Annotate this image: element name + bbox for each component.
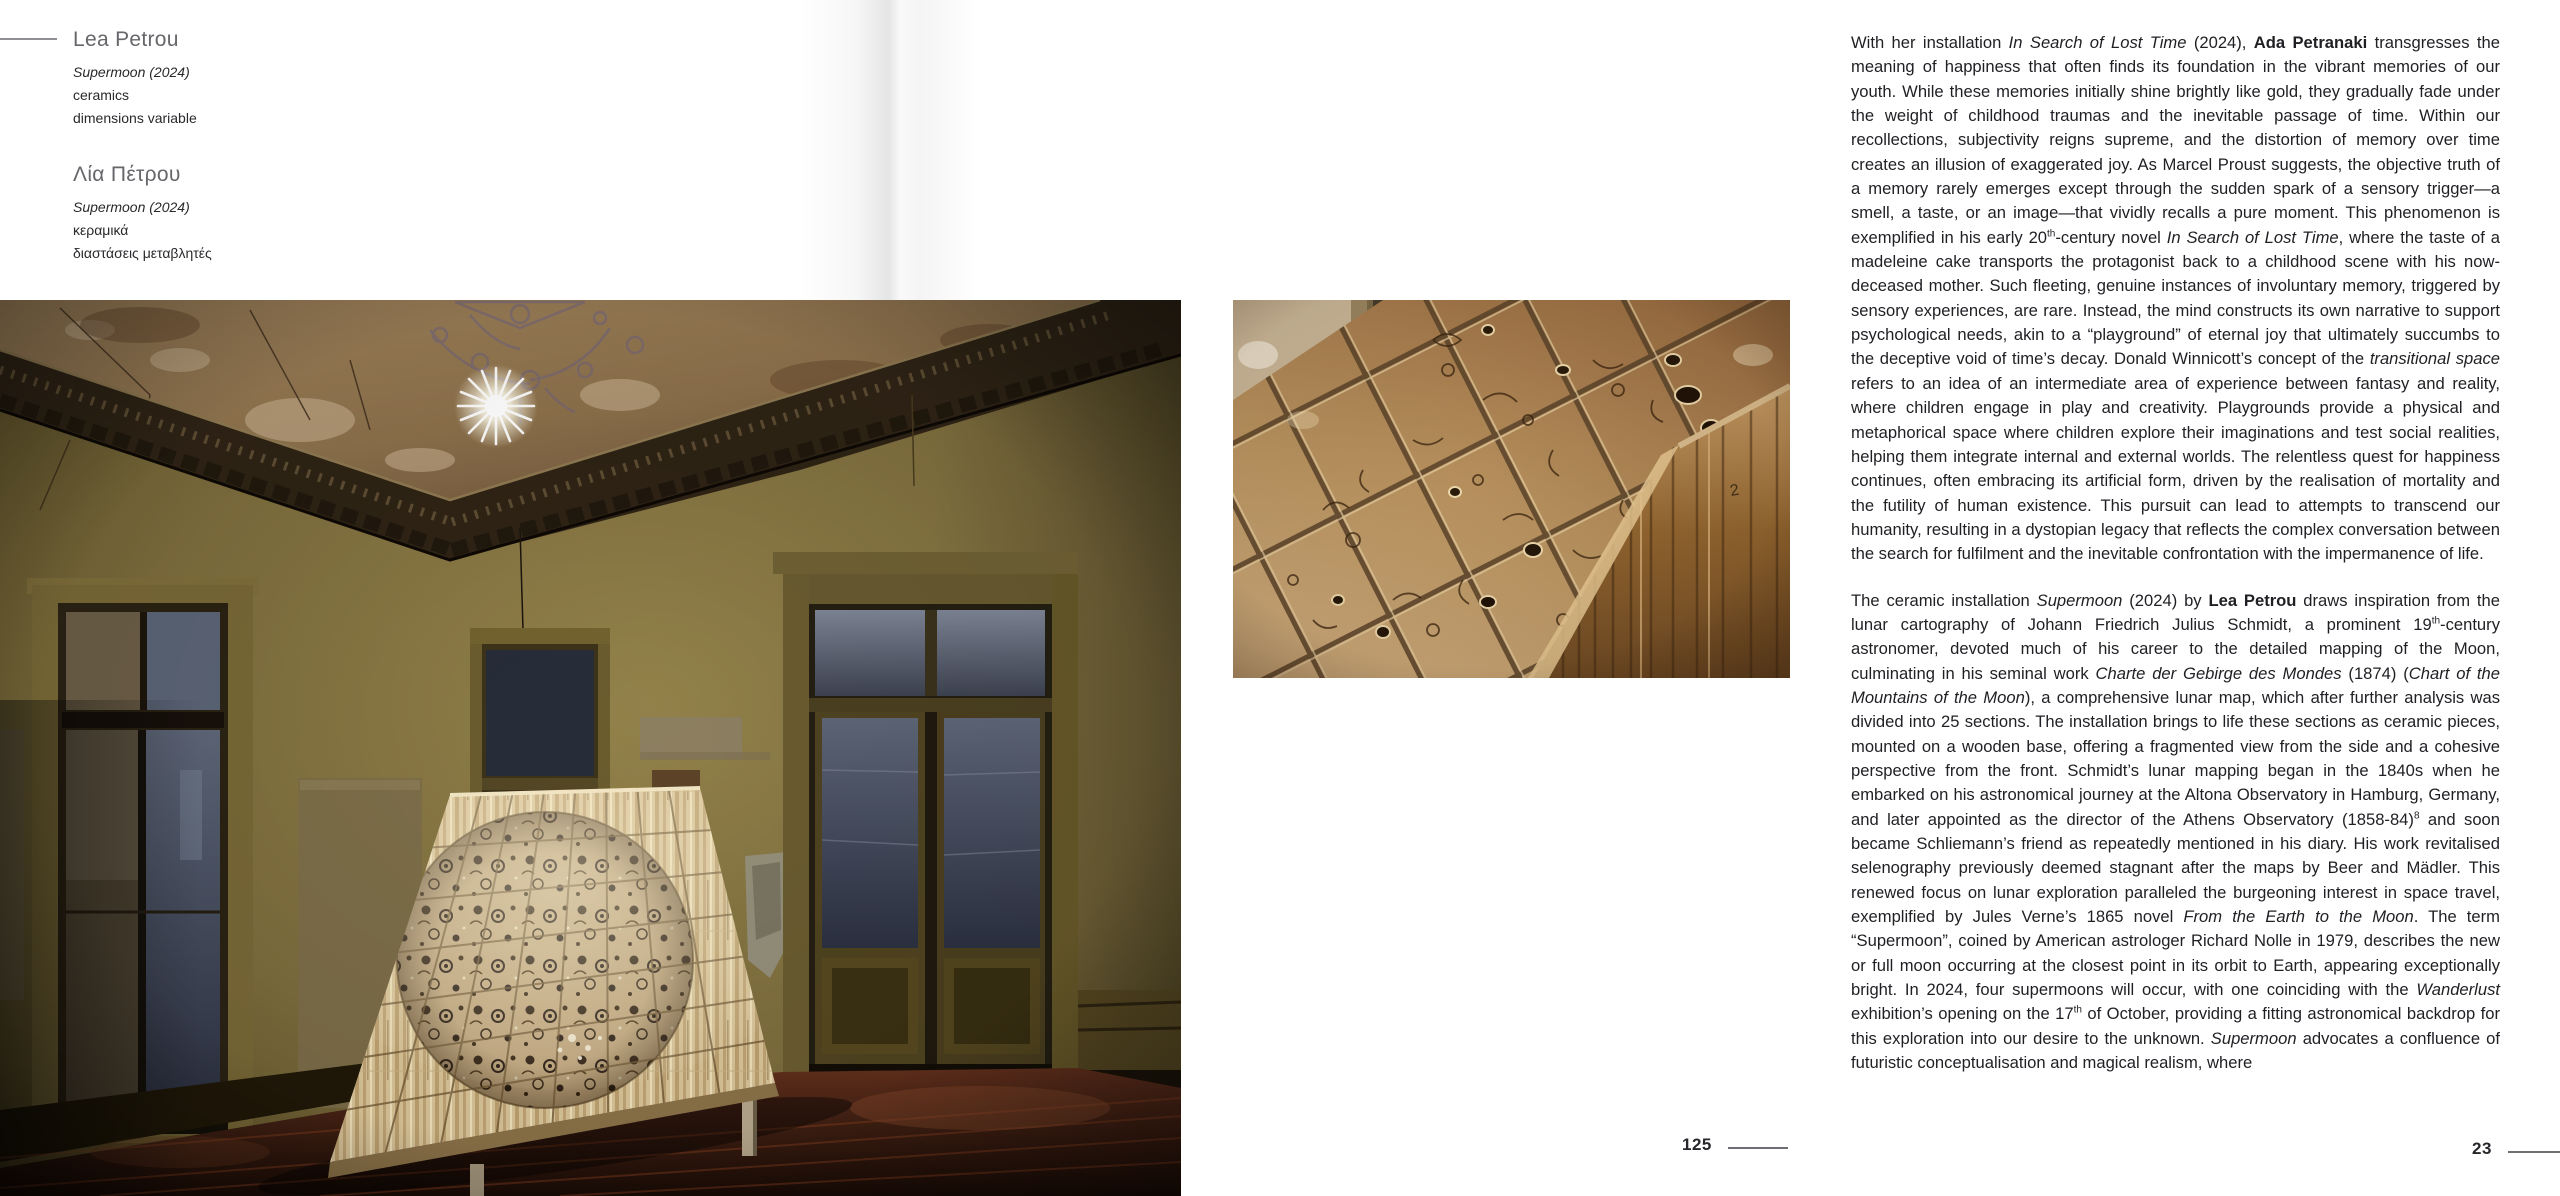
page-number-right-rule bbox=[2508, 1151, 2560, 1153]
medium-gr: κεραμικά bbox=[73, 222, 129, 238]
work-title-en: Supermoon (2024) bbox=[73, 64, 190, 80]
artist-name-gr: Λία Πέτρου bbox=[73, 163, 181, 186]
artist-name-en: Lea Petrou bbox=[73, 28, 179, 51]
essay-paragraph-1: With her installation In Search of Lost Time (2024), Ada Petranaki transgresses the meaning of happiness that often finds its foundation in the vibrant memories of our youth. While these memories initially shine brightly like gold, they gradually fade under the weight of childhood traumas and the inevitable passage of time. Within our recollections, subjectivity reigns supreme, and the distortion of memory over time creates an illusion of exaggerated joy. As Marcel Proust suggests, the objective truth of a memory rarely emerges except through the sudden spark of a sensory trigger—a smell, a taste, or an image—that vividly recalls a pure moment. This phenomenon is exemplified in his early 20th-century novel In Search of Lost Time, where the taste of a madeleine cake transports the protagonist back to a childhood scene with his now-deceased mother. Such fleeting, genuine instances of involuntary memory, triggered by sensory experiences, are rare. Instead, the mind constructs its own narrative to support psychological needs, akin to a “playground” of eternal joy that ultimately succumbs to the deceptive void of time’s decay. Donald Winnicott’s concept of the transitional space refers to an idea of an intermediate area of experience between fantasy and reality, where children engage in play and creativity. Playgrounds provide a physical and metaphorical space where children explore their imaginations and test social realities, helping them integrate internal and external worlds. The relentless quest for happiness continues, often embracing its artificial form, driven by the realisation of mortality and the futility of human existence. This pursuit can lead to attempts to transcend our humanity, resulting in a dystopian legacy that reflects the complex conversation between the search for fulfilment and the inevitable confrontation with the impermanence of life. bbox=[1851, 33, 2501, 564]
artwork-credits bbox=[73, 28, 212, 265]
page-number-right: 23 bbox=[2472, 1139, 2492, 1158]
essay-paragraph-2: The ceramic installation Supermoon (2024) by Lea Petrou draws inspiration from the lunar cartography of Johann Friedrich Julius Schmidt, a prominent 19th-century astronomer, devoted much of his career to the detailed mapping of the Moon, culminating in his seminal work Charte der Gebirge des Mondes (1874) (Chart of the Mountains of the Moon), a comprehensive lunar map, which after further analysis was divided into 25 sections. The installation brings to life these sections as ceramic pieces, mounted on a wooden base, offering a fragmented view from the side and a cohesive perspective from the front. Schmidt’s lunar mapping began in the 1840s when he embarked on his astronomical journey at the Altona Observatory in Hamburg, Germany, and later appointed as the director of the Athens Observatory (1858-84)$^8$ and soon became Schliemann’s friend as repeatedly mentioned in his diary. His work revitalised selenography previously deemed stagnant after the maps by Beer and Mädler. This renewed focus on lunar exploration paralleled the burgeoning interest in space travel, exemplified by Jules Verne’s 1865 novel From the Earth to the Moon. The term “Supermoon”, coined by American astrologer Richard Nolle in 1979, describes the new or full moon occurring at the closest point in its orbit to Earth, appearing exceptionally bright. In 2024, four supermoons will occur, with one coinciding with the Wanderlust exhibition’s opening on the 17th of October, providing a fitting astronomical backdrop for this exploration into our desire to the unknown. Supermoon advocates a confluence of futuristic conceptualisation and magical realism, where bbox=[1851, 590, 2501, 1073]
work-title-gr: Supermoon (2024) bbox=[73, 199, 190, 215]
ceramic-detail-photo bbox=[1233, 300, 1790, 678]
essay-text-column bbox=[1851, 31, 2500, 1097]
page-number-left-rule bbox=[1728, 1147, 1788, 1149]
dimensions-en: dimensions variable bbox=[73, 110, 197, 126]
dimensions-gr: διαστάσεις μεταβλητές bbox=[73, 245, 212, 261]
book-gutter-shadow bbox=[800, 0, 980, 300]
medium-en: ceramics bbox=[73, 87, 130, 103]
installation-view-photo bbox=[0, 300, 1181, 1196]
margin-rule bbox=[0, 38, 57, 40]
page-number-left: 125 bbox=[1682, 1135, 1712, 1154]
